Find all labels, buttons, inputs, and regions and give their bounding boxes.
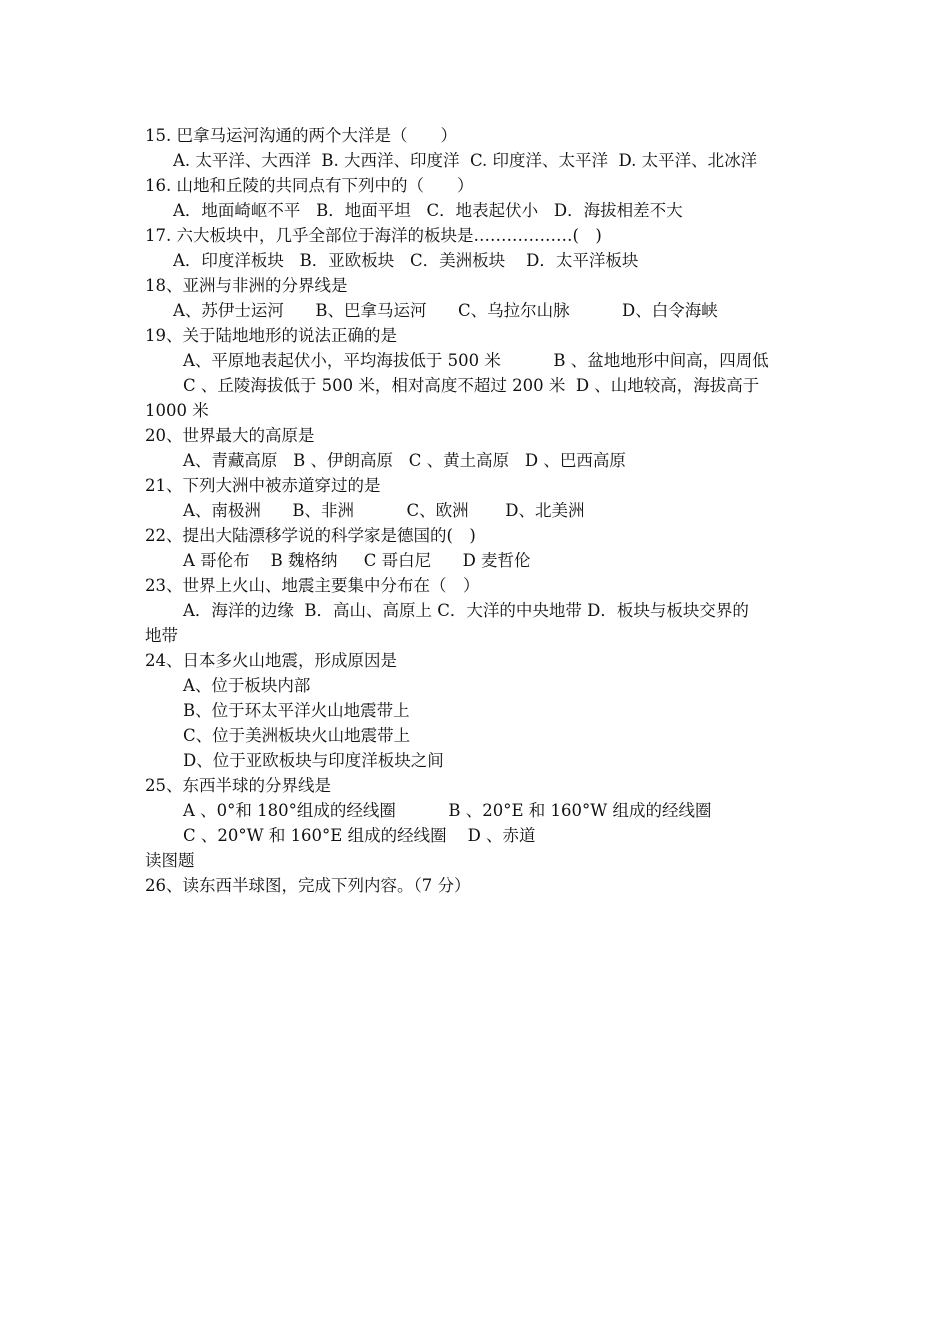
question-26-stem: 26、读东西半球图，完成下列内容。（7 分）: [145, 876, 471, 895]
question-24-option-c: C、位于美洲板块火山地震带上: [183, 726, 411, 745]
question-17-options: A．印度洋板块 B．亚欧板块 C．美洲板块 D．太平洋板块: [173, 251, 639, 270]
question-19-stem: 19、关于陆地地形的说法正确的是: [145, 326, 397, 345]
question-24-option-d: D、位于亚欧板块与印度洋板块之间: [183, 751, 444, 770]
question-21-options: A、南极洲 B、非洲 C、欧洲 D、北美洲: [183, 501, 585, 520]
question-22-stem: 22、提出大陆漂移学说的科学家是德国的( ): [145, 526, 476, 545]
question-21-stem: 21、下列大洲中被赤道穿过的是: [145, 476, 381, 495]
question-22-options: A 哥伦布 B 魏格纳 C 哥白尼 D 麦哲伦: [183, 551, 531, 570]
question-25-stem: 25、东西半球的分界线是: [145, 776, 331, 795]
question-25-option-line-1: A 、0°和 180°组成的经线圈 B 、20°E 和 160°W 组成的经线圈: [183, 801, 712, 820]
question-19-option-line-2: C 、丘陵海拔低于 500 米，相对高度不超过 200 米 D 、山地较高，海拔高于: [183, 376, 760, 395]
question-24-stem: 24、日本多火山地震，形成原因是: [145, 651, 397, 670]
question-25-option-line-2: C 、20°W 和 160°E 组成的经线圈 D 、赤道: [183, 826, 536, 845]
question-15-options: A. 太平洋、大西洋 B. 大西洋、印度洋 C. 印度洋、太平洋 D. 太平洋、北冰洋: [173, 151, 758, 170]
question-20-stem: 20、世界最大的高原是: [145, 426, 315, 445]
question-23-continuation: 地带: [145, 626, 178, 645]
question-17-stem: 17. 六大板块中，几乎全部位于海洋的板块是………………( ): [145, 226, 602, 245]
question-18-stem: 18、亚洲与非洲的分界线是: [145, 276, 348, 295]
question-20-options: A、青藏高原 B 、伊朗高原 C 、黄土高原 D 、巴西高原: [183, 451, 626, 470]
question-16-options: A．地面崎岖不平 B．地面平坦 C．地表起伏小 D．海拔相差不大: [173, 201, 683, 220]
question-24-option-a: A、位于板块内部: [183, 676, 311, 695]
question-23-options: A．海洋的边缘 B．高山、高原上 C．大洋的中央地带 D．板块与板块交界的: [183, 601, 749, 620]
question-24-option-b: B、位于环太平洋火山地震带上: [183, 701, 410, 720]
question-19-continuation: 1000 米: [145, 401, 209, 420]
question-list: [145, 123, 815, 898]
question-23-stem: 23、世界上火山、地震主要集中分布在（ ）: [145, 576, 480, 595]
question-15-stem: 15. 巴拿马运河沟通的两个大洋是（ ）: [145, 126, 457, 145]
question-18-options: A、苏伊士运河 B、巴拿马运河 C、乌拉尔山脉 D、白令海峡: [173, 301, 718, 320]
question-19-option-line-1: A、平原地表起伏小，平均海拔低于 500 米 B 、盆地地形中间高，四周低: [183, 351, 769, 370]
section-title: 读图题: [145, 851, 195, 870]
question-16-stem: 16. 山地和丘陵的共同点有下列中的（ ）: [145, 176, 474, 195]
